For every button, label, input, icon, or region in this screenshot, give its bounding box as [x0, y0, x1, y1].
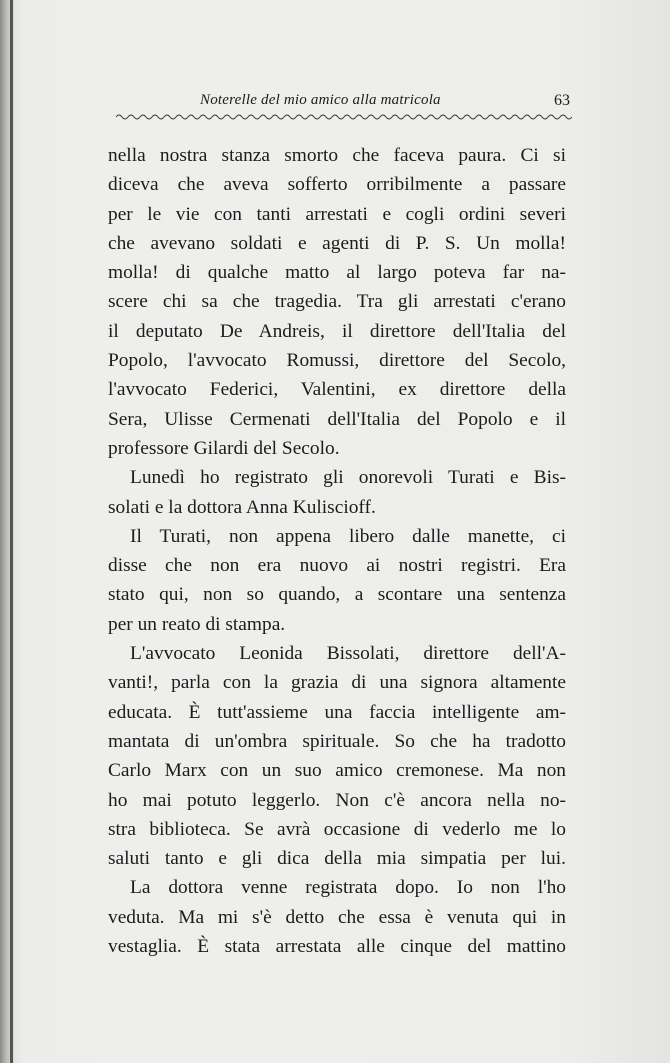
- text-line: il deputato De Andreis, il direttore dell'Italia del: [108, 320, 566, 342]
- text-line: ho mai potuto leggerlo. Non c'è ancora nella no-: [108, 789, 566, 811]
- text-line: professore Gilardi del Secolo.: [108, 437, 340, 459]
- text-line: educata. È tutt'assieme una faccia intelligente am-: [108, 701, 566, 723]
- text-line: per le vie con tanti arrestati e cogli ordini severi: [108, 203, 566, 225]
- book-gutter-line: [10, 0, 13, 1063]
- text-line: scere chi sa che tragedia. Tra gli arrestati c'erano: [108, 291, 566, 313]
- text-line: La dottora venne registrata dopo. Io non l'ho: [130, 877, 566, 899]
- text-line: stato qui, non so quando, a scontare una sentenza: [108, 584, 566, 606]
- text-line: Lunedì ho registrato gli onorevoli Turati e Bis-: [130, 467, 566, 489]
- text-line: solati e la dottora Anna Kuliscioff.: [108, 496, 376, 518]
- text-line: veduta. Ma mi s'è detto che essa è venuta qui in: [108, 906, 566, 928]
- text-line: Carlo Marx con un suo amico cremonese. Ma non: [108, 760, 566, 782]
- text-line: vestaglia. È stata arrestata alle cinque del mattino: [108, 936, 566, 958]
- text-line: saluti tanto e gli dica della mia simpatia per lui.: [108, 848, 566, 870]
- text-line: Sera, Ulisse Cermenati dell'Italia del Popolo e il: [108, 408, 566, 430]
- text-line: molla! di qualche matto al largo poteva far na-: [108, 262, 566, 284]
- page-number: 63: [554, 92, 570, 109]
- body-text: [108, 141, 566, 961]
- text-line: diceva che aveva sofferto orribilmente a passare: [108, 174, 566, 196]
- text-line: nella nostra stanza smorto che faceva paura. Ci si: [108, 145, 566, 166]
- text-line: Il Turati, non appena libero dalle manette, ci: [130, 525, 566, 547]
- text-line: disse che non era nuovo ai nostri registri. Era: [108, 555, 566, 577]
- text-line: per un reato di stampa.: [108, 613, 286, 635]
- text-line: l'avvocato Federici, Valentini, ex direttore della: [108, 379, 566, 401]
- text-line: L'avvocato Leonida Bissolati, direttore dell'A-: [130, 643, 566, 665]
- decorative-wavy-rule: [116, 112, 572, 122]
- text-line: Popolo, l'avvocato Romussi, direttore del Secolo,: [108, 350, 566, 372]
- text-line: mantata di un'ombra spirituale. So che ha tradotto: [108, 730, 566, 752]
- text-line: che avevano soldati e agenti di P. S. Un molla!: [108, 232, 566, 254]
- text-line: stra biblioteca. Se avrà occasione di vederlo me lo: [108, 818, 566, 840]
- running-title: Noterelle del mio amico alla matricola: [200, 92, 441, 108]
- text-line: vanti!, parla con la grazia di una signora altamente: [108, 672, 566, 694]
